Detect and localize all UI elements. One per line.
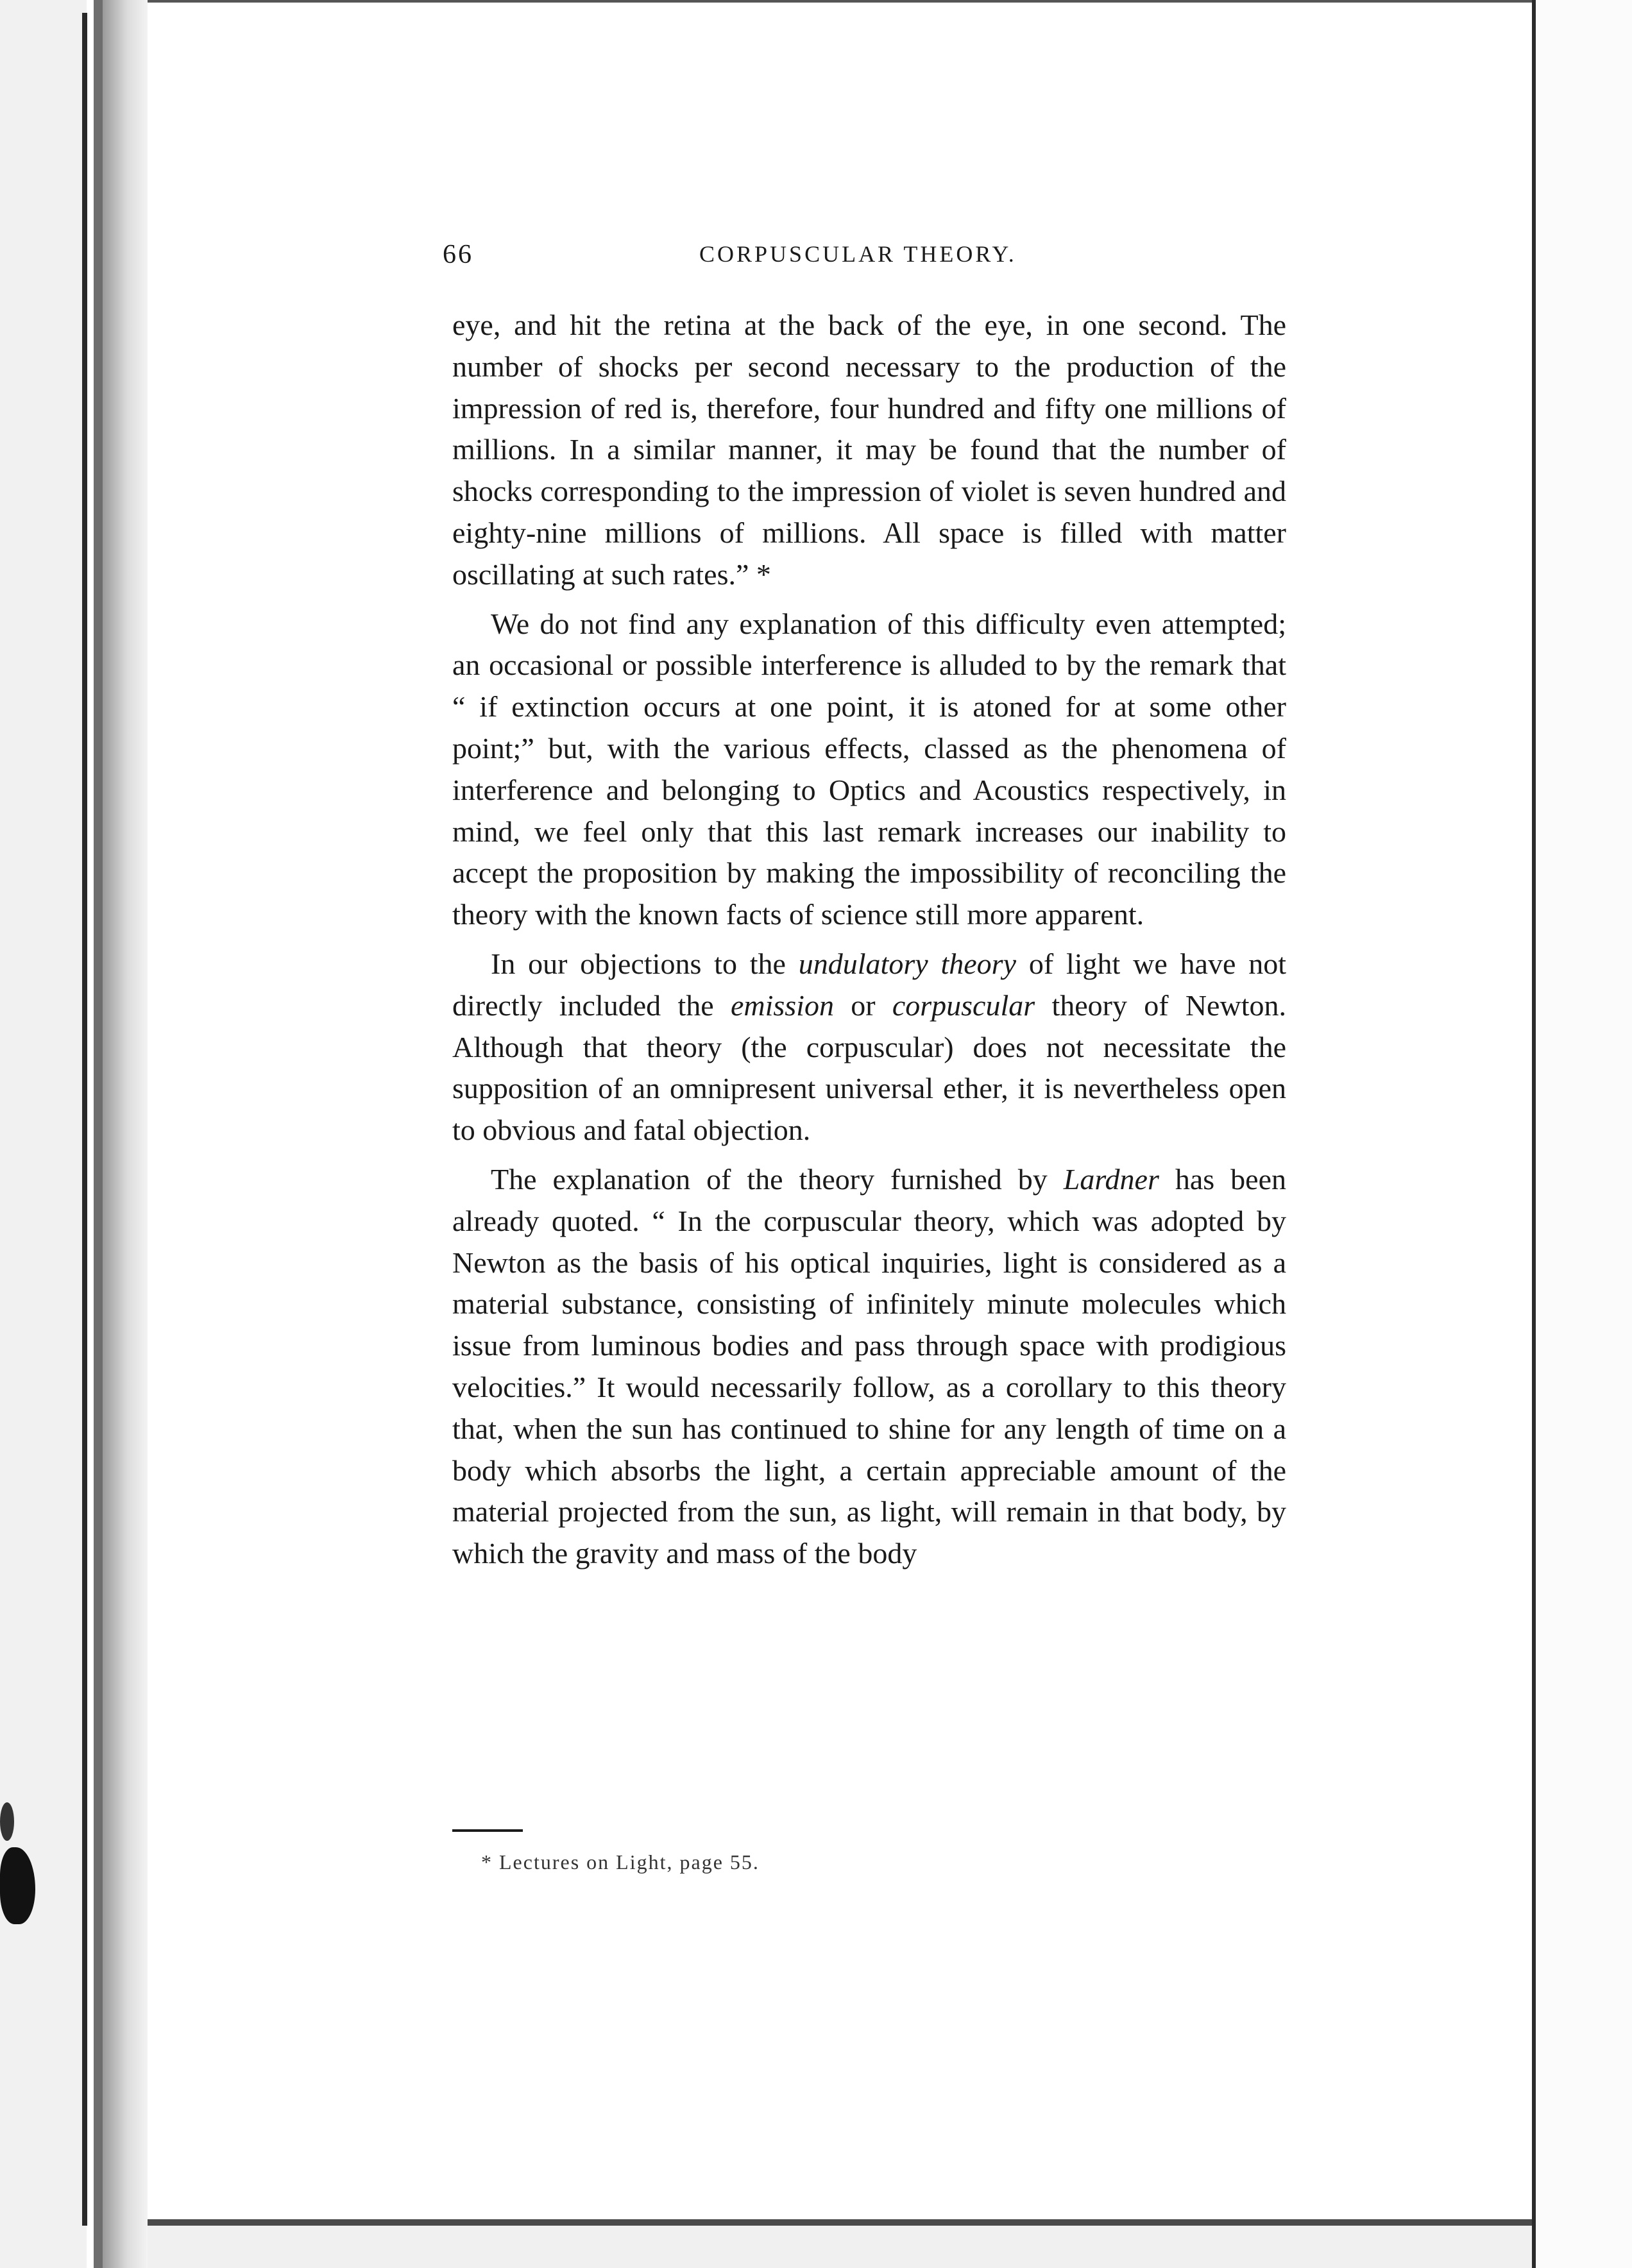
italic-phrase: Lardner <box>1063 1162 1159 1196</box>
italic-phrase: corpuscular <box>892 988 1035 1022</box>
paragraph-text: of light we have not directly included the <box>452 947 1286 1022</box>
paragraph-text: theory of Newton. Although that theory (the corpuscular) does not necessitate the supposition of an omnipresent universal ether, it is nevertheless open to obvious and fatal objection. <box>452 988 1286 1147</box>
paragraph-text: In our objections to the <box>491 947 799 980</box>
facing-page <box>1536 0 1632 2268</box>
paragraph <box>452 1159 1286 1575</box>
body-text <box>452 305 1286 1575</box>
italic-phrase: undulatory theory <box>798 947 1016 980</box>
top-edge-shadow <box>148 0 1532 3</box>
paragraph <box>452 305 1286 596</box>
footnote-rule <box>452 1829 523 1832</box>
paragraph-text: The explanation of the theory furnished by <box>491 1162 1064 1196</box>
paragraph-text: eye, and hit the retina at the back of the eye, in one second. The number of shocks per second necessary to the production of the impression of red is, therefore, four hundred and fifty one millions of millions. In a similar manner, it may be found that the number of shocks corresponding to the impression of violet is seven hundred and eighty-nine millions of millions. All space is filled with matter oscillating at such rates.” * <box>452 309 1286 591</box>
binding-gutter-gradient <box>103 0 148 2268</box>
bottom-margin <box>148 2226 1532 2268</box>
book-page <box>443 234 1296 1966</box>
page-number: 66 <box>443 240 473 269</box>
paragraph-text: We do not find any explanation of this difficulty even attempted; an occasional or possible interference is alluded to by the remark that “ if extinction occurs at one point, it is atoned for at some other point;” but, with the various effects, classed as the phenomena of interference and belonging to Optics and Acoustics respectively, in mind, we feel only that this last remark increases our inability to accept the proposition by making the impossibility of reconciling the theory with the known facts of science still more apparent. <box>452 607 1286 931</box>
running-head <box>443 234 1296 279</box>
binding-ink-spot <box>0 1802 14 1841</box>
binding-gutter-shadow <box>94 0 103 2268</box>
footnote: * Lectures on Light, page 55. <box>481 1850 760 1874</box>
paragraph-text: has been already quoted. “ In the corpuscular theory, which was adopted by Newton as the basis of his optical inquiries, light is considered as a material substance, consisting of infinitely minute molecules which issue from luminous bodies and pass through space with prodigious velocities.” It would necessarily follow, as a corollary to this theory that, when the sun has continued to shine for any length of time on a body which absorbs the light, a certain appreciable amount of the material projected from the sun, as light, will remain in that body, by which the gravity and mass of the body <box>452 1162 1286 1570</box>
binding-margin <box>0 0 87 2268</box>
binding-edge-line <box>82 13 87 2226</box>
paragraph <box>452 604 1286 936</box>
paragraph-text: or <box>833 988 892 1022</box>
paragraph <box>452 944 1286 1151</box>
italic-phrase: emission <box>730 988 834 1022</box>
bottom-edge-shadow <box>148 2219 1532 2226</box>
running-title: CORPUSCULAR THEORY. <box>699 241 1017 267</box>
